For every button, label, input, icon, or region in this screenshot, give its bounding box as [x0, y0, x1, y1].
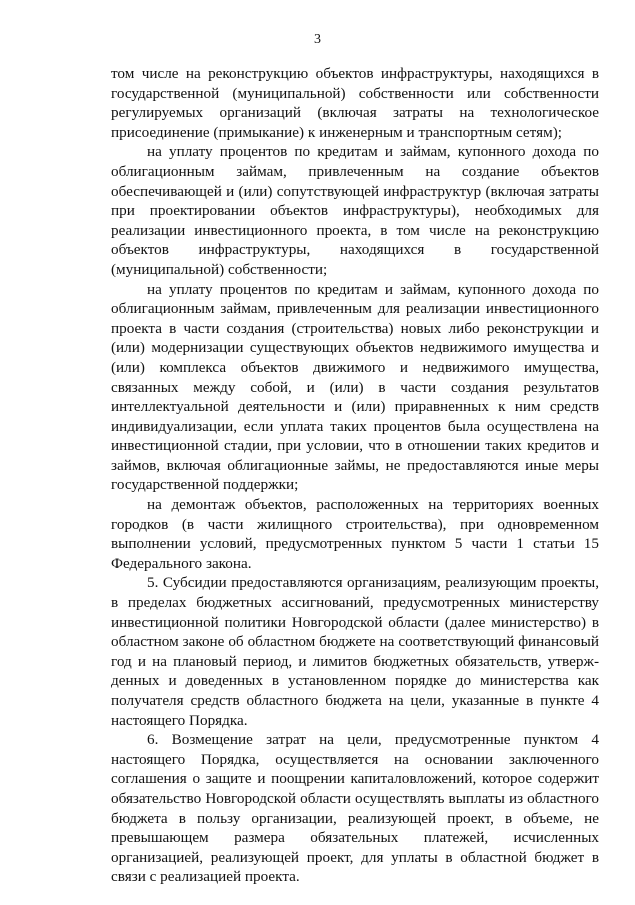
page-number: 3 — [314, 32, 321, 47]
paragraph-interest-project: на уплату процентов по кредитам и займам, купонного дохода по облигационным займам, привлеченным для реализации инвестиционного проекта в части создания (строительства) новых либо реконструкции и (или) модернизации существующих объектов недвижимого имущества и (или) комплекса объектов движимого и недвижимого имущества, связанных между собой, и (или) в части создания результатов интеллектуальной деятельности и (или) приравненных к ним средств индивидуализации, если уплата таких процентов была осуществлена на инвестиционной стадии, при условии, что в отношении таких кредитов и займов, включая облигационные займы, не предоставляются иные меры государственной поддержки; — [111, 280, 599, 494]
paragraph-demolition: на демонтаж объектов, расположенных на территориях военных городков (в части жилищного строительства), при одновременном выполнении условий, предусмотренных пунктом 5 части 1 статьи 15 Федерального закона. — [111, 496, 599, 572]
document-body — [111, 64, 599, 887]
paragraph-clause-6: 6. Возмещение затрат на цели, предусмотренные пунктом 4 настоящего Порядка, осуществляется на основании заключенного соглашения о защите и поощрении капиталовложений, которое содержит обязательство Новгородской области осуществлять выплаты из областного бюджета в пользу организации, реализующей проект, в объеме, не превышающем размера обязательных платежей, исчисленных организацией, реализующей проект, для уплаты в областной бюджет в связи с реализацией проекта. — [111, 731, 599, 886]
paragraph-interest-infrastructure: на уплату процентов по кредитам и займам, купонного дохода по облигационным займам, привлеченным на создание объектов обеспечивающей и (или) сопутствующей инфраструктур (включая затраты при проектировании объектов инфраструктуры), необходимых для реализации инвестиционного проекта, в том числе на реконструкцию объектов инфраструктуры, находящихся в государственной (муниципальной) собственности; — [111, 143, 599, 278]
paragraph-continuation: том числе на реконструкцию объектов инфраструктуры, находящихся в государственной (муниципальной) собственности или собственности регулируемых организаций (включая затраты на технологическое присоединение (примыкание) к инженерным и транспортным сетям); — [111, 65, 599, 141]
paragraph-clause-5: 5. Субсидии предоставляются организациям, реализующим проекты, в пределах бюджетных ассигнований, предусмотренных министерству инвестиционной политики Новгородской области (далее министерство) в областном законе об областном бюджете на соответствующий финансовый год и на плановый период, и лимитов бюджетных обязательств, утвержденных и доведенных в установленном порядке до министерства как получателя средств областного бюджета на цели, указанные в пункте 4 настоящего Порядка. — [111, 574, 599, 729]
